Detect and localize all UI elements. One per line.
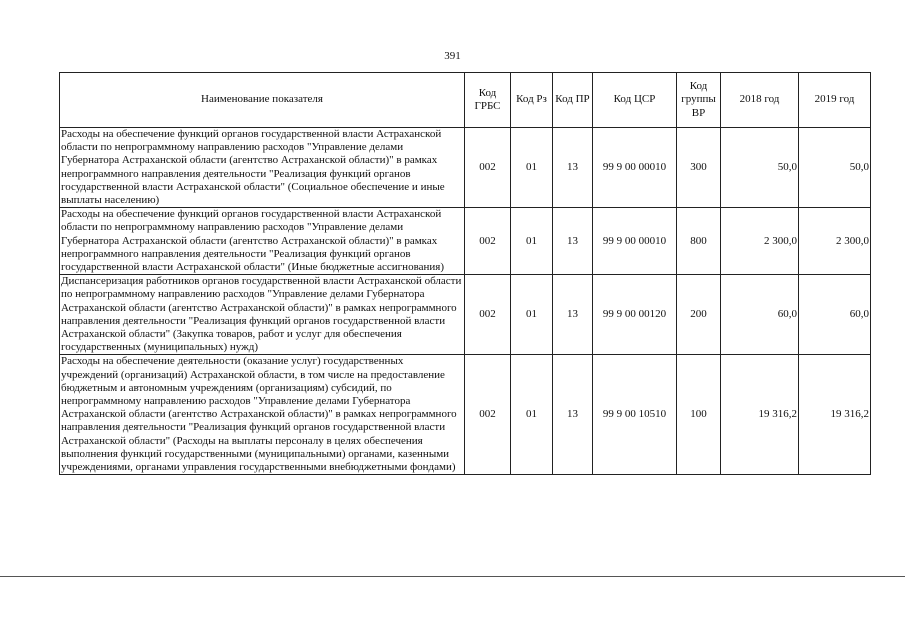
row-vr: 100 [677, 355, 721, 475]
header-2019: 2019 год [799, 73, 871, 128]
table-row [60, 355, 871, 475]
row-name: Расходы на обеспечение деятельности (оказание услуг) государственных учреждений (организаций) Астраханской области, в том числе на предоставление бюджетным и автономным учреждениям (организациям) субсидий, по непрограммному направлению расходов "Управление делами Губернатора Астраханской области (агентство Астраханской области)" в рамках непрограммного направления деятельности "Реализация функций органов государственной власти Астраханской области" (Расходы на выплаты персоналу в целях обеспечения выполнения функций государственными (муниципальными) органами, казенными учреждениями, органами управления государственными внебюджетными фондами) [60, 355, 465, 475]
header-name: Наименование показателя [60, 73, 465, 128]
table-header-row [60, 73, 871, 128]
row-pr: 13 [553, 128, 593, 208]
row-csr: 99 9 00 00010 [593, 128, 677, 208]
row-pr: 13 [553, 275, 593, 355]
row-2019: 2 300,0 [799, 208, 871, 275]
header-rz: Код Рз [511, 73, 553, 128]
page-number: 391 [444, 50, 461, 62]
row-vr: 800 [677, 208, 721, 275]
row-2018: 60,0 [721, 275, 799, 355]
row-name: Расходы на обеспечение функций органов государственной власти Астраханской области по непрограммному направлению расходов "Управление делами Губернатора Астраханской области (агентство Астраханской области)" в рамках непрограммного направления деятельности "Реализация функций органов государственной власти Астраханской области" (Иные бюджетные ассигнования) [60, 208, 465, 275]
header-grbs: Код ГРБС [465, 73, 511, 128]
header-2018: 2018 год [721, 73, 799, 128]
row-vr: 300 [677, 128, 721, 208]
row-2019: 60,0 [799, 275, 871, 355]
row-rz: 01 [511, 128, 553, 208]
budget-table [59, 72, 871, 475]
row-csr: 99 9 00 00120 [593, 275, 677, 355]
page-cut-line [0, 576, 905, 577]
row-rz: 01 [511, 275, 553, 355]
row-vr: 200 [677, 275, 721, 355]
row-2018: 50,0 [721, 128, 799, 208]
row-grbs: 002 [465, 275, 511, 355]
row-csr: 99 9 00 00010 [593, 208, 677, 275]
row-pr: 13 [553, 208, 593, 275]
row-2018: 2 300,0 [721, 208, 799, 275]
row-grbs: 002 [465, 208, 511, 275]
table-row [60, 128, 871, 208]
row-rz: 01 [511, 355, 553, 475]
row-2018: 19 316,2 [721, 355, 799, 475]
row-name: Диспансеризация работников органов государственной власти Астраханской области по непрограммному направлению расходов "Управление делами Губернатора Астраханской области (агентство Астраханской области)" в рамках непрограммного направления деятельности "Реализация функций органов государственной власти Астраханской области" (Закупка товаров, работ и услуг для обеспечения государственных (муниципальных) нужд) [60, 275, 465, 355]
row-grbs: 002 [465, 355, 511, 475]
header-pr: Код ПР [553, 73, 593, 128]
row-2019: 50,0 [799, 128, 871, 208]
row-name: Расходы на обеспечение функций органов государственной власти Астраханской области по непрограммному направлению расходов "Управление делами Губернатора Астраханской области (агентство Астраханской области)" в рамках непрограммного направления деятельности "Реализация функций органов государственной власти Астраханской области" (Социальное обеспечение и иные выплаты населению) [60, 128, 465, 208]
header-vr: Код группы ВР [677, 73, 721, 128]
row-pr: 13 [553, 355, 593, 475]
row-rz: 01 [511, 208, 553, 275]
table-row [60, 208, 871, 275]
row-2019: 19 316,2 [799, 355, 871, 475]
table-row [60, 275, 871, 355]
row-csr: 99 9 00 10510 [593, 355, 677, 475]
header-csr: Код ЦСР [593, 73, 677, 128]
row-grbs: 002 [465, 128, 511, 208]
